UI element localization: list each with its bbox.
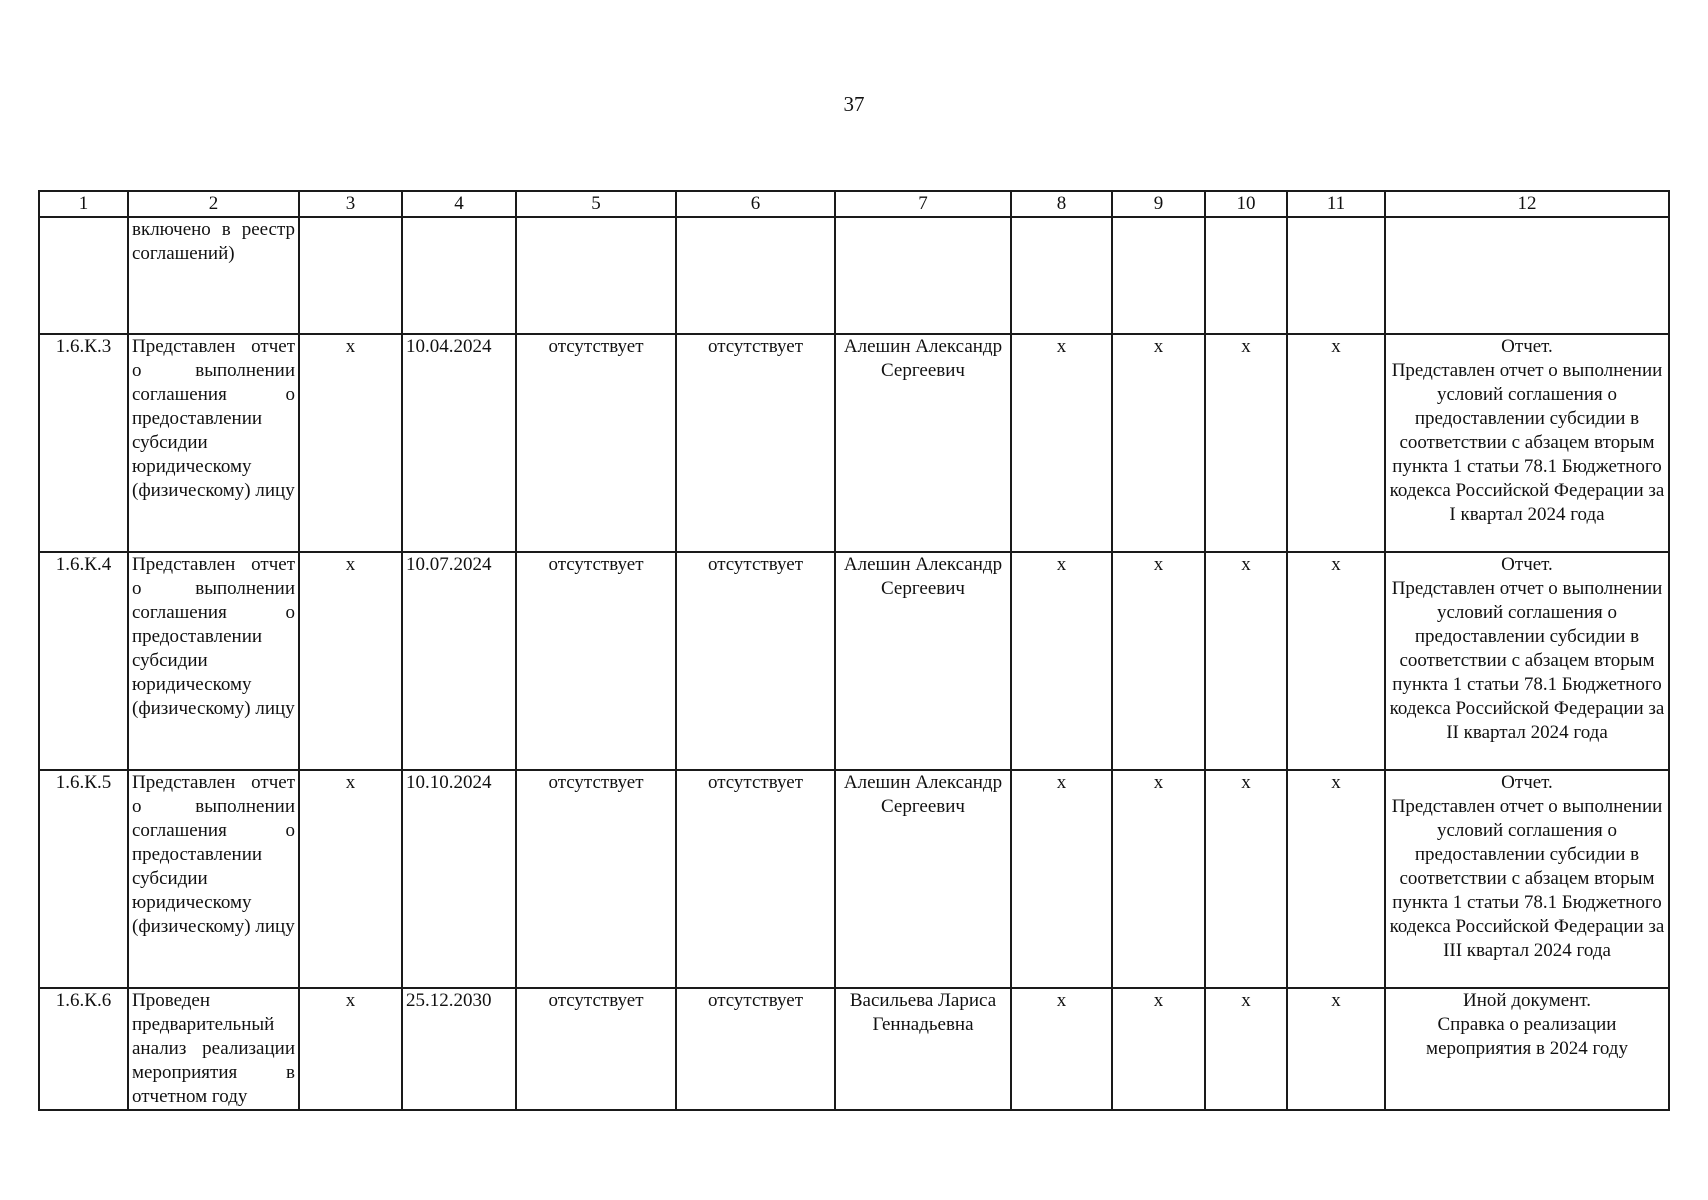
cell-col10: х: [1205, 552, 1287, 770]
document-description: Представлен отчет о выполнении условий соглашения о предоставлении субсидии в соответствии с абзацем вторым пункта 1 статьи 78.1 Бюджетного кодекса Российской Федерации за I квартал 2024 года: [1389, 360, 1665, 525]
cell-empty: [676, 217, 835, 334]
cell-date: 10.07.2024: [402, 552, 516, 770]
cell-col6: отсутствует: [676, 988, 835, 1110]
column-header: 5: [516, 191, 676, 217]
cell-empty: [1011, 217, 1112, 334]
cell-col9: х: [1112, 552, 1205, 770]
cell-code: [39, 217, 128, 334]
table-row: [39, 552, 1669, 770]
column-header: 9: [1112, 191, 1205, 217]
column-header: 8: [1011, 191, 1112, 217]
table-row: [39, 988, 1669, 1110]
cell-col3: х: [299, 334, 402, 552]
cell-col6: отсутствует: [676, 334, 835, 552]
cell-col6: отсутствует: [676, 770, 835, 988]
cell-document: [1385, 770, 1669, 988]
cell-document: [1385, 334, 1669, 552]
cell-col10: х: [1205, 988, 1287, 1110]
cell-col11: х: [1287, 552, 1385, 770]
cell-name: включено в реестр соглашений): [128, 217, 299, 334]
cell-empty: [1112, 217, 1205, 334]
cell-name: Представлен отчет о выполнении соглашения о предоставлении субсидии юридическому (физическому) лицу: [128, 334, 299, 552]
cell-name: Представлен отчет о выполнении соглашения о предоставлении субсидии юридическому (физическому) лицу: [128, 552, 299, 770]
cell-document: [1385, 988, 1669, 1110]
cell-responsible: Васильева Лариса Геннадьевна: [835, 988, 1011, 1110]
cell-code: 1.6.К.6: [39, 988, 128, 1110]
cell-col9: х: [1112, 770, 1205, 988]
column-header: 11: [1287, 191, 1385, 217]
document-description: Представлен отчет о выполнении условий соглашения о предоставлении субсидии в соответствии с абзацем вторым пункта 1 статьи 78.1 Бюджетного кодекса Российской Федерации за III квартал 2024 года: [1389, 796, 1665, 961]
cell-empty: [1205, 217, 1287, 334]
cell-responsible: Алешин Александр Сергеевич: [835, 552, 1011, 770]
cell-date: 10.10.2024: [402, 770, 516, 988]
cell-empty: [299, 217, 402, 334]
cell-col9: х: [1112, 988, 1205, 1110]
cell-col3: х: [299, 552, 402, 770]
cell-code: 1.6.К.3: [39, 334, 128, 552]
column-header: 10: [1205, 191, 1287, 217]
cell-col11: х: [1287, 988, 1385, 1110]
cell-col3: х: [299, 770, 402, 988]
cell-col8: х: [1011, 770, 1112, 988]
table-row: [39, 770, 1669, 988]
document-type: Иной документ.: [1463, 990, 1591, 1011]
cell-empty: [1385, 217, 1669, 334]
cell-responsible: Алешин Александр Сергеевич: [835, 770, 1011, 988]
cell-col9: х: [1112, 334, 1205, 552]
column-header: 7: [835, 191, 1011, 217]
column-header: 3: [299, 191, 402, 217]
cell-col3: х: [299, 988, 402, 1110]
cell-col8: х: [1011, 552, 1112, 770]
column-header: 4: [402, 191, 516, 217]
cell-col5: отсутствует: [516, 552, 676, 770]
cell-document: [1385, 552, 1669, 770]
cell-responsible: Алешин Александр Сергеевич: [835, 334, 1011, 552]
cell-col8: х: [1011, 334, 1112, 552]
cell-empty: [516, 217, 676, 334]
control-points-table: [38, 190, 1670, 1111]
cell-col5: отсутствует: [516, 770, 676, 988]
document-type: Отчет.: [1501, 772, 1553, 793]
cell-col8: х: [1011, 988, 1112, 1110]
cell-col10: х: [1205, 770, 1287, 988]
cell-code: 1.6.К.4: [39, 552, 128, 770]
cell-date: 10.04.2024: [402, 334, 516, 552]
table-row-continuation: [39, 217, 1669, 334]
column-header: 6: [676, 191, 835, 217]
cell-col10: х: [1205, 334, 1287, 552]
cell-code: 1.6.К.5: [39, 770, 128, 988]
document-type: Отчет.: [1501, 554, 1553, 575]
cell-col5: отсутствует: [516, 334, 676, 552]
page-number: 37: [843, 92, 865, 116]
column-header: 12: [1385, 191, 1669, 217]
cell-date: 25.12.2030: [402, 988, 516, 1110]
cell-empty: [1287, 217, 1385, 334]
cell-empty: [835, 217, 1011, 334]
column-header: 2: [128, 191, 299, 217]
cell-name: Представлен отчет о выполнении соглашения о предоставлении субсидии юридическому (физическому) лицу: [128, 770, 299, 988]
cell-col11: х: [1287, 334, 1385, 552]
document-type: Отчет.: [1501, 336, 1553, 357]
document-description: Представлен отчет о выполнении условий соглашения о предоставлении субсидии в соответствии с абзацем вторым пункта 1 статьи 78.1 Бюджетного кодекса Российской Федерации за II квартал 2024 года: [1389, 578, 1665, 743]
cell-name: Проведен предварительный анализ реализации мероприятия в отчетном году: [128, 988, 299, 1110]
document-description: Справка о реализации мероприятия в 2024 году: [1426, 1014, 1628, 1059]
table-row: [39, 334, 1669, 552]
cell-col5: отсутствует: [516, 988, 676, 1110]
column-header: 1: [39, 191, 128, 217]
cell-col6: отсутствует: [676, 552, 835, 770]
header-row: [39, 191, 1669, 217]
cell-empty: [402, 217, 516, 334]
cell-col11: х: [1287, 770, 1385, 988]
